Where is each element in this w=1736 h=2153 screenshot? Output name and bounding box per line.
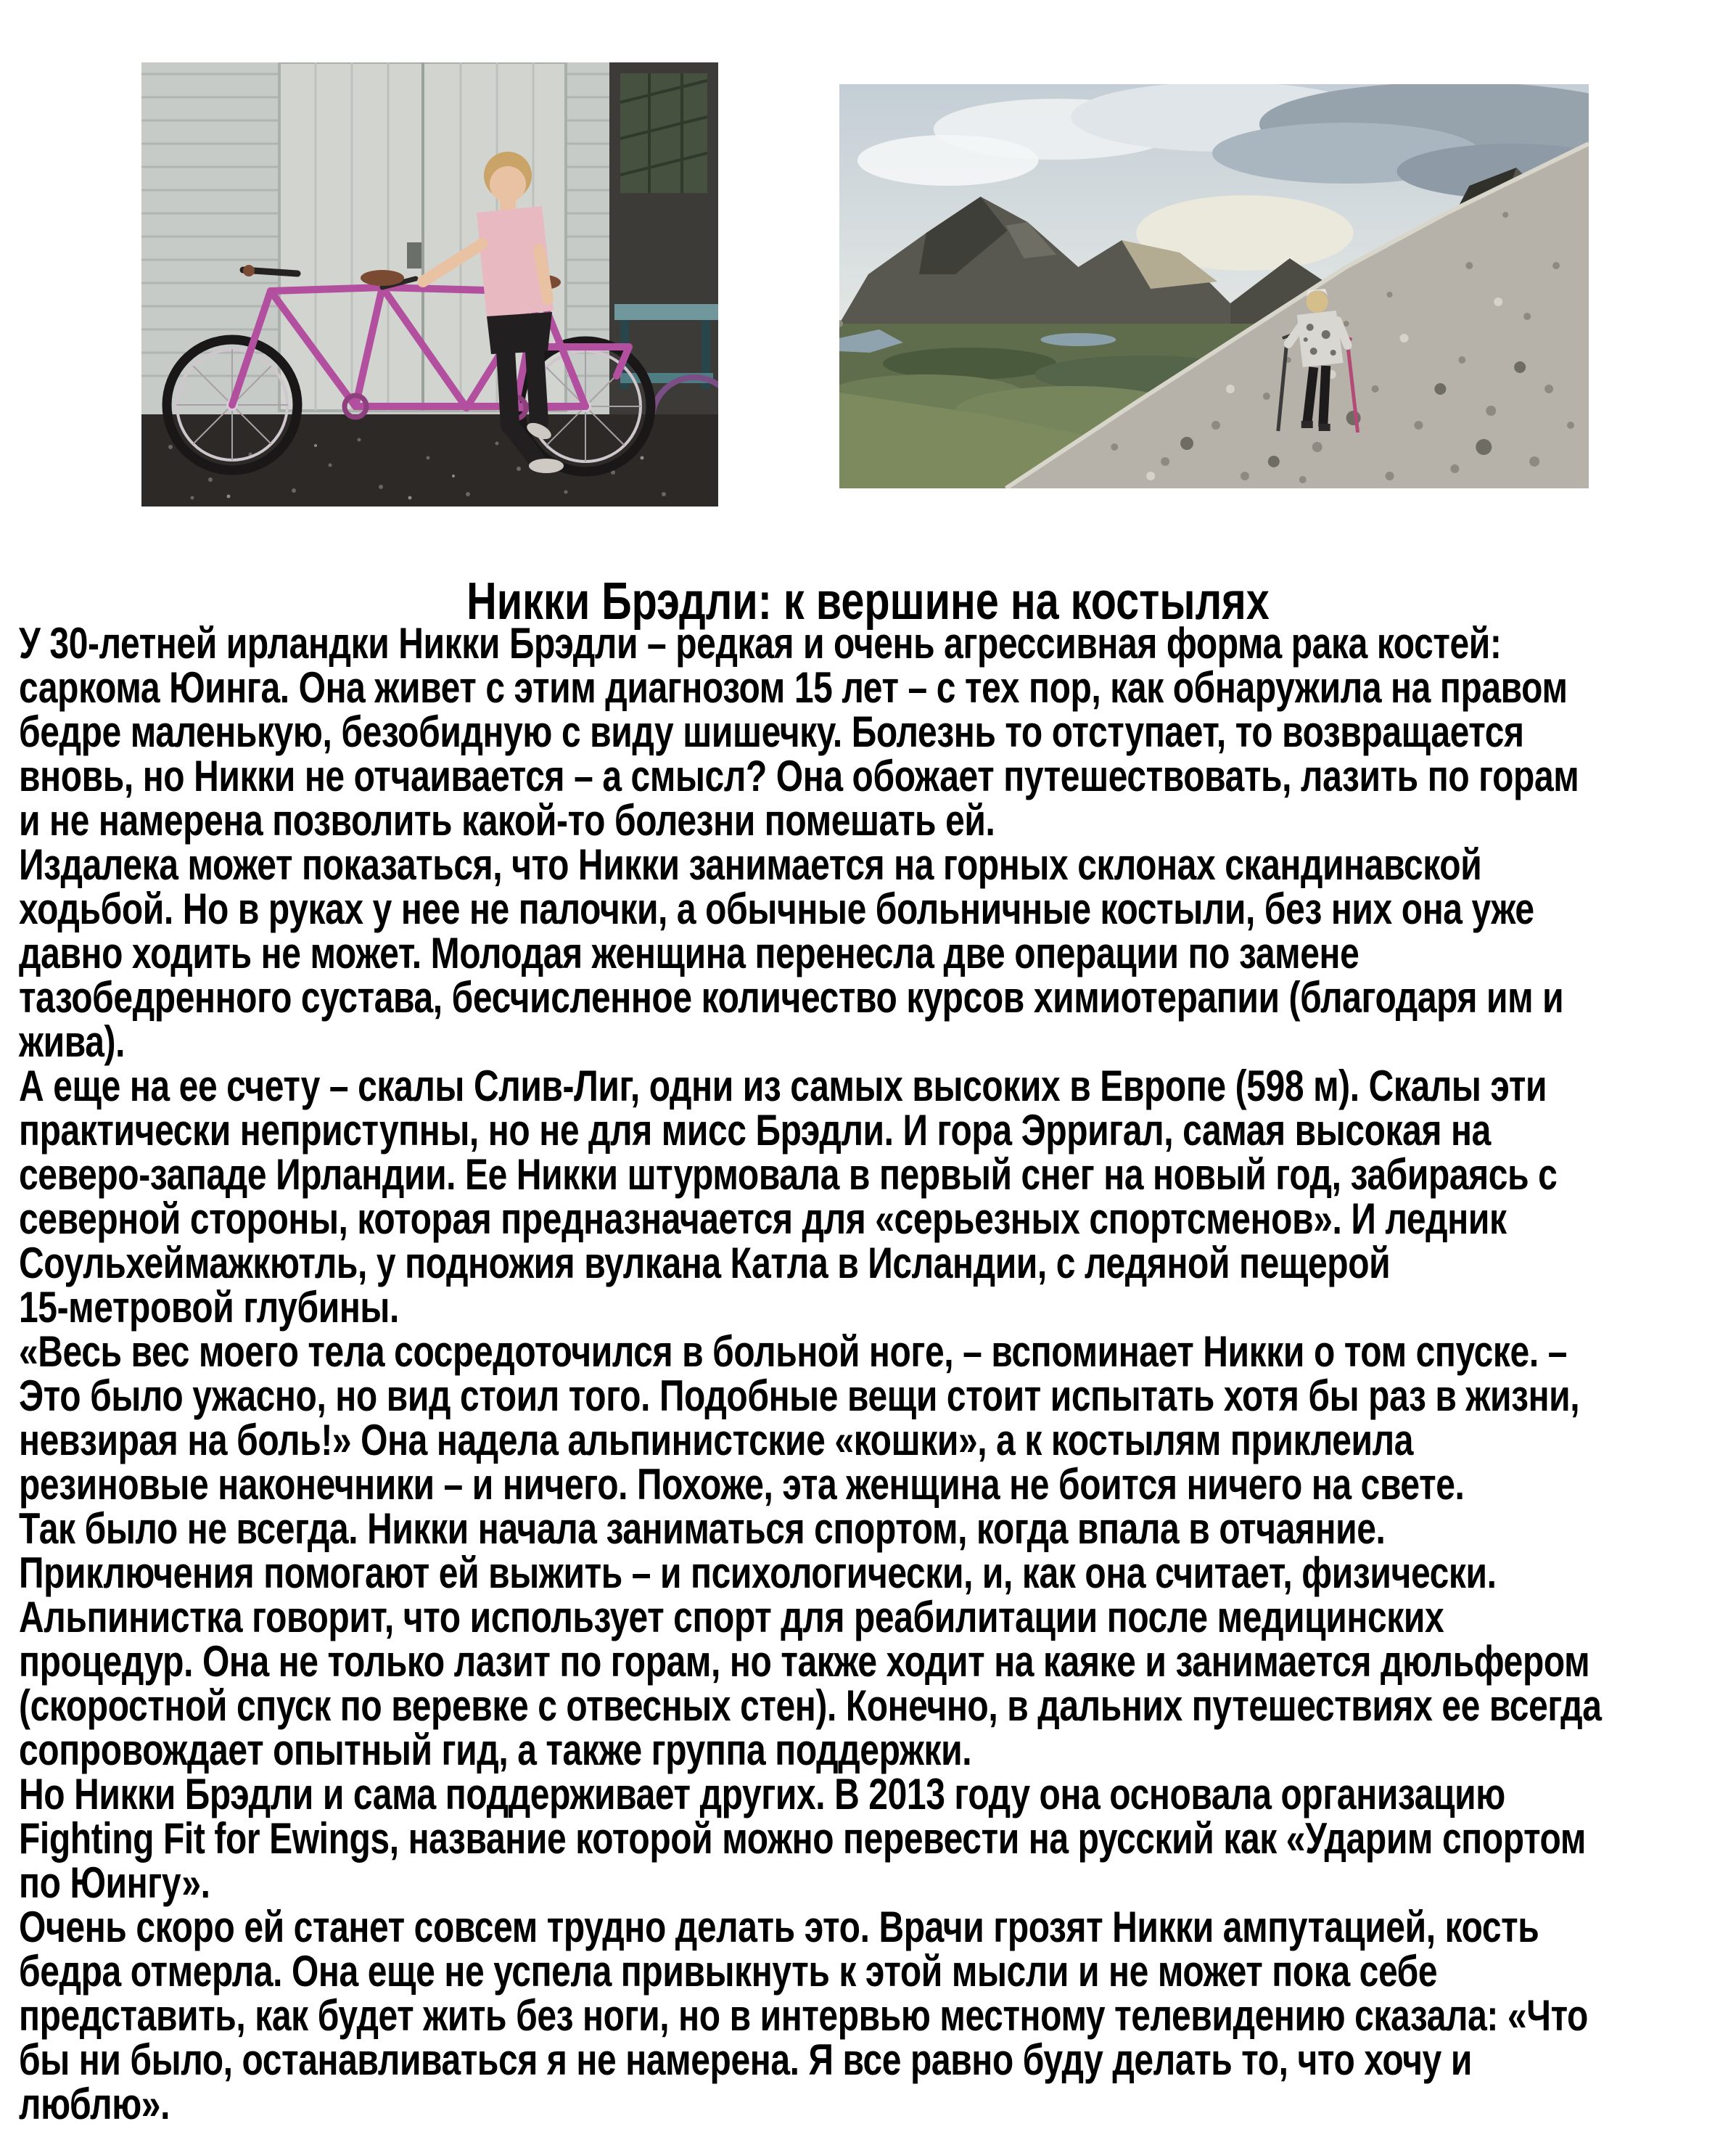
article-line: Альпинистка говорит, что использует спорт для реабилитации после медицинских [19,1593,1444,1641]
article-line: Это было ужасно, но вид стоил того. Подобные вещи стоит испытать хотя бы раз в жизни, [19,1371,1580,1420]
article-line: представить, как будет жить без ноги, но в интервью местному телевидению сказала: «Что [19,1991,1588,2040]
article-line: люблю». [19,2080,170,2128]
article-line: Fighting Fit for Ewings, название которой можно перевести на русский как «Ударим спортом [19,1814,1586,1863]
article-line: невзирая на боль!» Она надела альпинистские «кошки», а к костылям приклеила [19,1416,1413,1464]
mountain-hike-illustration [839,84,1589,488]
article-line: саркома Юинга. Она живет с этим диагнозом 15 лет – с тех пор, как обнаружила на правом [19,663,1568,712]
article-line: 15-метровой глубины. [19,1283,399,1332]
article-line: жива). [19,1017,126,1066]
article-line: давно ходить не может. Молодая женщина перенесла две операции по замене [19,929,1359,977]
article-line: бы ни было, останавливаться я не намерена. Я все равно буду делать то, что хочу и [19,2035,1472,2084]
article-line: А еще на ее счету – скалы Слив-Лиг, одни из самых высоких в Европе (598 м). Скалы эти [19,1062,1547,1110]
article-paragraph [19,1062,1736,1332]
article-line: бедра отмерла. Она еще не успела привыкнуть к этой мысли и не может пока себе [19,1947,1438,1996]
article-line: Очень скоро ей станет совсем трудно делать это. Врачи грозят Никки ампутацией, кость [19,1903,1539,1951]
article-paragraph [19,842,1736,1064]
article-line: У 30-летней ирландки Никки Брэдли – редкая и очень агрессивная форма рака костей: [19,619,1502,668]
article-paragraph [19,1327,1736,1509]
article-line: Издалека может показаться, что Никки занимается на горных склонах скандинавской [19,840,1482,889]
article-line: бедре маленькую, безобидную с виду шишечку. Болезнь то отступает, то возвращается [19,708,1524,756]
article-line: Так было не всегда. Никки начала заниматься спортом, когда впала в отчаяние. [19,1504,1386,1553]
article-line: процедур. Она не только лазит по горам, но также ходит на каяке и занимается дюльфером [19,1637,1590,1686]
article-line: Приключения помогают ей выжить – и психологически, и, как она считает, физически. [19,1549,1497,1597]
article-line: «Весь вес моего тела сосредоточился в больной ноге, – вспоминает Никки о том спуске. – [19,1327,1567,1376]
article-line: тазобедренного сустава, бесчисленное количество курсов химиотерапии (благодаря им и [19,973,1564,1022]
article-line: ходьбой. Но в руках у нее не палочки, а обычные больничные костыли, без них она уже [19,885,1534,933]
article-line: резиновые наконечники – и ничего. Похоже, эта женщина не боится ничего на свете. [19,1460,1465,1509]
article-line: (скоростной спуск по веревке с отвесных стен). Конечно, в дальних путешествиях ее всегда [19,1681,1602,1730]
photo-mountain-crutches [839,84,1589,488]
article-paragraph [19,619,1736,845]
article-line: практически неприступны, но не для мисс Брэдли. И гора Эрригал, самая высокая на [19,1106,1491,1155]
article-body [19,621,1736,2126]
photo-tandem-bicycle [141,62,718,507]
article-line: Соульхеймажкютль, у подножия вулкана Катла в Исландии, с ледяной пещерой [19,1239,1391,1287]
article-paragraph [19,1905,1736,2126]
article-paragraph [19,1506,1736,1772]
article-line: северо-западе Ирландии. Ее Никки штурмовала в первый снег на новый год, забираясь с [19,1150,1558,1199]
tandem-bicycle-illustration [141,62,718,507]
article-line: по Юингу». [19,1858,210,1907]
article-paragraph [19,1772,1736,1905]
article-line: северной стороны, которая предназначается для «серьезных спортсменов». И ледник [19,1194,1507,1243]
article-line: Но Никки Брэдли и сама поддерживает других. В 2013 году она основала организацию [19,1770,1505,1818]
article-line: сопровождает опытный гид, а также группа поддержки. [19,1726,972,1774]
article-line: и не намерена позволить какой-то болезни помешать ей. [19,796,995,845]
article-title: Никки Брэдли: к вершине на костылях [466,573,1270,631]
article-line: вновь, но Никки не отчаивается – а смысл? Она обожает путешествовать, лазить по горам [19,752,1579,800]
